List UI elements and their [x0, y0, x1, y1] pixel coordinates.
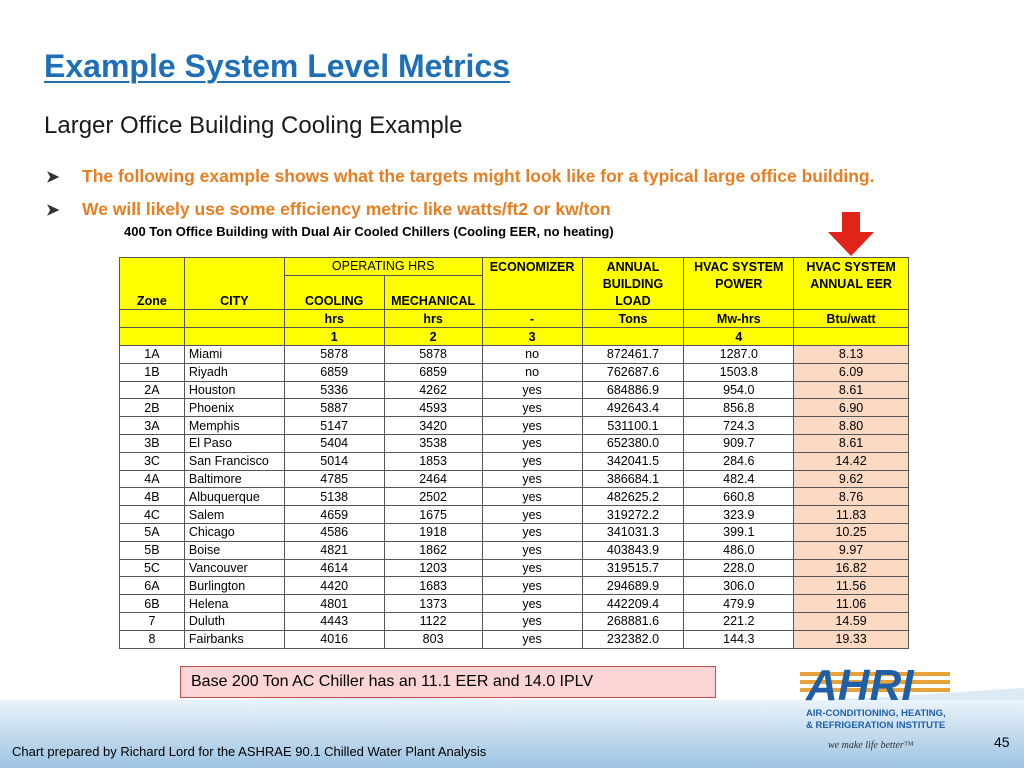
annual-load-cell: 341031.3: [582, 523, 684, 541]
city-header-mid: [184, 275, 284, 292]
table-row: [120, 363, 909, 381]
annual-load-cell: 762687.6: [582, 363, 684, 381]
city-cell: Riyadh: [184, 363, 284, 381]
bullet-item: [46, 193, 874, 226]
zone-cell: 4A: [120, 470, 185, 488]
table-row: [120, 399, 909, 417]
cooling-hrs-cell: 5147: [284, 417, 384, 435]
annual-load-cell: 492643.4: [582, 399, 684, 417]
zone-cell: 2A: [120, 381, 185, 399]
city-cell: Fairbanks: [184, 630, 284, 648]
annual-load-cell: 386684.1: [582, 470, 684, 488]
city-cell: Duluth: [184, 612, 284, 630]
unit-cell: [120, 310, 185, 328]
economizer-cell: yes: [482, 434, 582, 452]
hvac-eer-cell: 6.90: [794, 399, 909, 417]
economizer-cell: no: [482, 345, 582, 363]
zone-cell: 6A: [120, 577, 185, 595]
cooling-hrs-cell: 4659: [284, 506, 384, 524]
city-cell: Houston: [184, 381, 284, 399]
bullet-arrow-icon: ➤: [46, 168, 60, 186]
mechanical-hrs-cell: 6859: [384, 363, 482, 381]
economizer-cell: yes: [482, 523, 582, 541]
economizer-cell: yes: [482, 559, 582, 577]
table-row: [120, 452, 909, 470]
header-row: [120, 258, 909, 276]
hvac-eer-cell: 9.97: [794, 541, 909, 559]
cooling-hrs-cell: 5878: [284, 345, 384, 363]
economizer-cell: no: [482, 363, 582, 381]
hvac-eer-cell: 8.61: [794, 434, 909, 452]
zone-cell: 5B: [120, 541, 185, 559]
bullet-text: We will likely use some efficiency metric like watts/ft2 or kw/ton: [82, 199, 611, 219]
hvac-power-cell: 144.3: [684, 630, 794, 648]
economizer-header-bottom: [482, 293, 582, 310]
header-row: [120, 293, 909, 310]
unit-cell: hrs: [384, 310, 482, 328]
cooling-hrs-cell: 5404: [284, 434, 384, 452]
hvac-power-cell: 323.9: [684, 506, 794, 524]
table-caption: 400 Ton Office Building with Dual Air Cooled Chillers (Cooling EER, no heating): [124, 224, 614, 239]
cooling-hrs-cell: 4785: [284, 470, 384, 488]
index-cell: 2: [384, 328, 482, 346]
index-cell: 4: [684, 328, 794, 346]
hvac-eer-cell: 14.42: [794, 452, 909, 470]
zone-cell: 1B: [120, 363, 185, 381]
table-row: [120, 559, 909, 577]
hvac-eer-cell: 11.83: [794, 506, 909, 524]
table-row: [120, 630, 909, 648]
economizer-cell: yes: [482, 506, 582, 524]
economizer-cell: yes: [482, 577, 582, 595]
index-row: [120, 328, 909, 346]
hvac-power-cell: 284.6: [684, 452, 794, 470]
annual-load-cell: 294689.9: [582, 577, 684, 595]
economizer-cell: yes: [482, 488, 582, 506]
zone-cell: 4B: [120, 488, 185, 506]
slide-title: Example System Level Metrics: [44, 48, 511, 84]
hvac-power-cell: 909.7: [684, 434, 794, 452]
hvac-eer-cell: 9.62: [794, 470, 909, 488]
header-row: [120, 275, 909, 292]
zone-cell: 2B: [120, 399, 185, 417]
annual-load-cell: 442209.4: [582, 595, 684, 613]
annual-load-cell: 652380.0: [582, 434, 684, 452]
mechanical-hrs-cell: 3538: [384, 434, 482, 452]
cooling-hrs-cell: 5014: [284, 452, 384, 470]
zone-cell: 5C: [120, 559, 185, 577]
zone-cell: 3B: [120, 434, 185, 452]
hvac-power-cell: 724.3: [684, 417, 794, 435]
mechanical-hrs-cell: 1122: [384, 612, 482, 630]
annual-load-cell: 872461.7: [582, 345, 684, 363]
hvac-power-cell: 228.0: [684, 559, 794, 577]
economizer-cell: yes: [482, 595, 582, 613]
slide-subtitle: Larger Office Building Cooling Example: [44, 112, 463, 139]
logo-line-1: AIR-CONDITIONING, HEATING,: [806, 708, 946, 719]
table-body: [120, 345, 909, 648]
economizer-cell: yes: [482, 541, 582, 559]
hvac-eer-cell: 8.76: [794, 488, 909, 506]
page-number: 45: [994, 734, 1010, 750]
table-row: [120, 488, 909, 506]
cooling-hrs-cell: 4443: [284, 612, 384, 630]
zone-cell: 1A: [120, 345, 185, 363]
city-header: CITY: [184, 293, 284, 310]
hvac-power-cell: 954.0: [684, 381, 794, 399]
mechanical-hrs-cell: 1862: [384, 541, 482, 559]
mechanical-hrs-cell: 1373: [384, 595, 482, 613]
table-row: [120, 434, 909, 452]
cooling-hrs-cell: 4801: [284, 595, 384, 613]
table-row: [120, 345, 909, 363]
index-cell: 3: [482, 328, 582, 346]
zone-cell: 8: [120, 630, 185, 648]
economizer-cell: yes: [482, 612, 582, 630]
city-cell: Boise: [184, 541, 284, 559]
units-row: [120, 310, 909, 328]
mechanical-hrs-cell: 4262: [384, 381, 482, 399]
hvac-eer-header-2: ANNUAL EER: [794, 275, 909, 292]
bullet-list: [46, 160, 874, 226]
annual-load-cell: 482625.2: [582, 488, 684, 506]
city-cell: Chicago: [184, 523, 284, 541]
table-row: [120, 523, 909, 541]
mechanical-hrs-cell: 5878: [384, 345, 482, 363]
unit-cell: -: [482, 310, 582, 328]
mechanical-header: MECHANICAL: [384, 293, 482, 310]
mechanical-hrs-cell: 2464: [384, 470, 482, 488]
hvac-power-cell: 221.2: [684, 612, 794, 630]
annual-load-header-3: LOAD: [582, 293, 684, 310]
unit-cell: hrs: [284, 310, 384, 328]
mechanical-header-top: [384, 275, 482, 292]
hvac-power-cell: 479.9: [684, 595, 794, 613]
zone-cell: 3A: [120, 417, 185, 435]
red-down-arrow-icon: [826, 212, 876, 258]
zone-header-mid: [120, 275, 185, 292]
unit-cell: Tons: [582, 310, 684, 328]
hvac-power-cell: 486.0: [684, 541, 794, 559]
annual-load-cell: 319272.2: [582, 506, 684, 524]
city-cell: San Francisco: [184, 452, 284, 470]
zone-header: Zone: [120, 293, 185, 310]
annual-load-cell: 342041.5: [582, 452, 684, 470]
city-cell: Phoenix: [184, 399, 284, 417]
operating-hrs-header: OPERATING HRS: [284, 258, 482, 276]
hvac-eer-cell: 11.56: [794, 577, 909, 595]
cooling-hrs-cell: 4420: [284, 577, 384, 595]
zone-cell: 4C: [120, 506, 185, 524]
annual-load-cell: 232382.0: [582, 630, 684, 648]
hvac-eer-cell: 19.33: [794, 630, 909, 648]
hvac-eer-cell: 8.80: [794, 417, 909, 435]
table-row: [120, 470, 909, 488]
index-cell: [120, 328, 185, 346]
table-row: [120, 595, 909, 613]
hvac-power-header-2: POWER: [684, 275, 794, 292]
hvac-eer-cell: 8.61: [794, 381, 909, 399]
cooling-hrs-cell: 4821: [284, 541, 384, 559]
footer-credit: Chart prepared by Richard Lord for the ASHRAE 90.1 Chilled Water Plant Analysis: [12, 744, 487, 759]
table-row: [120, 612, 909, 630]
mechanical-hrs-cell: 1853: [384, 452, 482, 470]
bullet-arrow-icon: ➤: [46, 201, 60, 219]
city-cell: El Paso: [184, 434, 284, 452]
economizer-cell: yes: [482, 381, 582, 399]
hvac-power-header-bottom: [684, 293, 794, 310]
hvac-power-cell: 482.4: [684, 470, 794, 488]
economizer-cell: yes: [482, 417, 582, 435]
logo-line-2: & REFRIGERATION INSTITUTE: [806, 720, 946, 731]
hvac-eer-cell: 14.59: [794, 612, 909, 630]
economizer-cell: yes: [482, 399, 582, 417]
annual-load-cell: 531100.1: [582, 417, 684, 435]
mechanical-hrs-cell: 1683: [384, 577, 482, 595]
annual-load-cell: 268881.6: [582, 612, 684, 630]
chiller-note: Base 200 Ton AC Chiller has an 11.1 EER and 14.0 IPLV: [180, 666, 716, 698]
zone-header-top: [120, 258, 185, 276]
cooling-header-top: [284, 275, 384, 292]
city-cell: Vancouver: [184, 559, 284, 577]
index-cell: [184, 328, 284, 346]
hvac-eer-cell: 10.25: [794, 523, 909, 541]
logo-subtitle: [806, 708, 956, 732]
cooling-hrs-cell: 4586: [284, 523, 384, 541]
annual-load-cell: 319515.7: [582, 559, 684, 577]
table-row: [120, 506, 909, 524]
hvac-power-cell: 1503.8: [684, 363, 794, 381]
hvac-eer-cell: 8.13: [794, 345, 909, 363]
economizer-cell: yes: [482, 452, 582, 470]
logo-wordmark: AHRI: [806, 661, 914, 710]
hvac-eer-cell: 6.09: [794, 363, 909, 381]
index-cell: 1: [284, 328, 384, 346]
zone-cell: 7: [120, 612, 185, 630]
unit-cell: Mw-hrs: [684, 310, 794, 328]
unit-cell: [184, 310, 284, 328]
economizer-header: ECONOMIZER: [482, 258, 582, 276]
zone-cell: 6B: [120, 595, 185, 613]
hvac-power-cell: 306.0: [684, 577, 794, 595]
city-cell: Memphis: [184, 417, 284, 435]
economizer-header-mid: [482, 275, 582, 292]
economizer-cell: yes: [482, 470, 582, 488]
hvac-eer-cell: 16.82: [794, 559, 909, 577]
bullet-text: The following example shows what the targets might look like for a typical large office building.: [82, 166, 875, 186]
annual-load-cell: 684886.9: [582, 381, 684, 399]
hvac-eer-header-bottom: [794, 293, 909, 310]
table-row: [120, 381, 909, 399]
cooling-hrs-cell: 5336: [284, 381, 384, 399]
mechanical-hrs-cell: 1918: [384, 523, 482, 541]
cooling-hrs-cell: 4614: [284, 559, 384, 577]
hvac-power-cell: 660.8: [684, 488, 794, 506]
annual-load-header-1: ANNUAL: [582, 258, 684, 276]
hvac-eer-header-1: HVAC SYSTEM: [794, 258, 909, 276]
bullet-item: [46, 160, 874, 193]
zone-cell: 5A: [120, 523, 185, 541]
index-cell: [794, 328, 909, 346]
hvac-power-cell: 856.8: [684, 399, 794, 417]
hvac-power-header-1: HVAC SYSTEM: [684, 258, 794, 276]
logo-tagline: we make life better™: [828, 740, 914, 751]
city-cell: Helena: [184, 595, 284, 613]
city-cell: Baltimore: [184, 470, 284, 488]
city-cell: Salem: [184, 506, 284, 524]
cooling-header: COOLING: [284, 293, 384, 310]
cooling-hrs-cell: 5887: [284, 399, 384, 417]
annual-load-header-2: BUILDING: [582, 275, 684, 292]
hvac-eer-cell: 11.06: [794, 595, 909, 613]
city-header-top: [184, 258, 284, 276]
index-cell: [582, 328, 684, 346]
table-row: [120, 417, 909, 435]
city-cell: Miami: [184, 345, 284, 363]
unit-cell: Btu/watt: [794, 310, 909, 328]
mechanical-hrs-cell: 1675: [384, 506, 482, 524]
cooling-hrs-cell: 5138: [284, 488, 384, 506]
cooling-hrs-cell: 4016: [284, 630, 384, 648]
city-cell: Albuquerque: [184, 488, 284, 506]
hvac-power-cell: 399.1: [684, 523, 794, 541]
annual-load-cell: 403843.9: [582, 541, 684, 559]
cooling-hrs-cell: 6859: [284, 363, 384, 381]
table-row: [120, 577, 909, 595]
mechanical-hrs-cell: 1203: [384, 559, 482, 577]
economizer-cell: yes: [482, 630, 582, 648]
table-row: [120, 541, 909, 559]
mechanical-hrs-cell: 803: [384, 630, 482, 648]
hvac-power-cell: 1287.0: [684, 345, 794, 363]
mechanical-hrs-cell: 2502: [384, 488, 482, 506]
mechanical-hrs-cell: 4593: [384, 399, 482, 417]
mechanical-hrs-cell: 3420: [384, 417, 482, 435]
city-cell: Burlington: [184, 577, 284, 595]
metrics-table: [119, 257, 909, 649]
zone-cell: 3C: [120, 452, 185, 470]
